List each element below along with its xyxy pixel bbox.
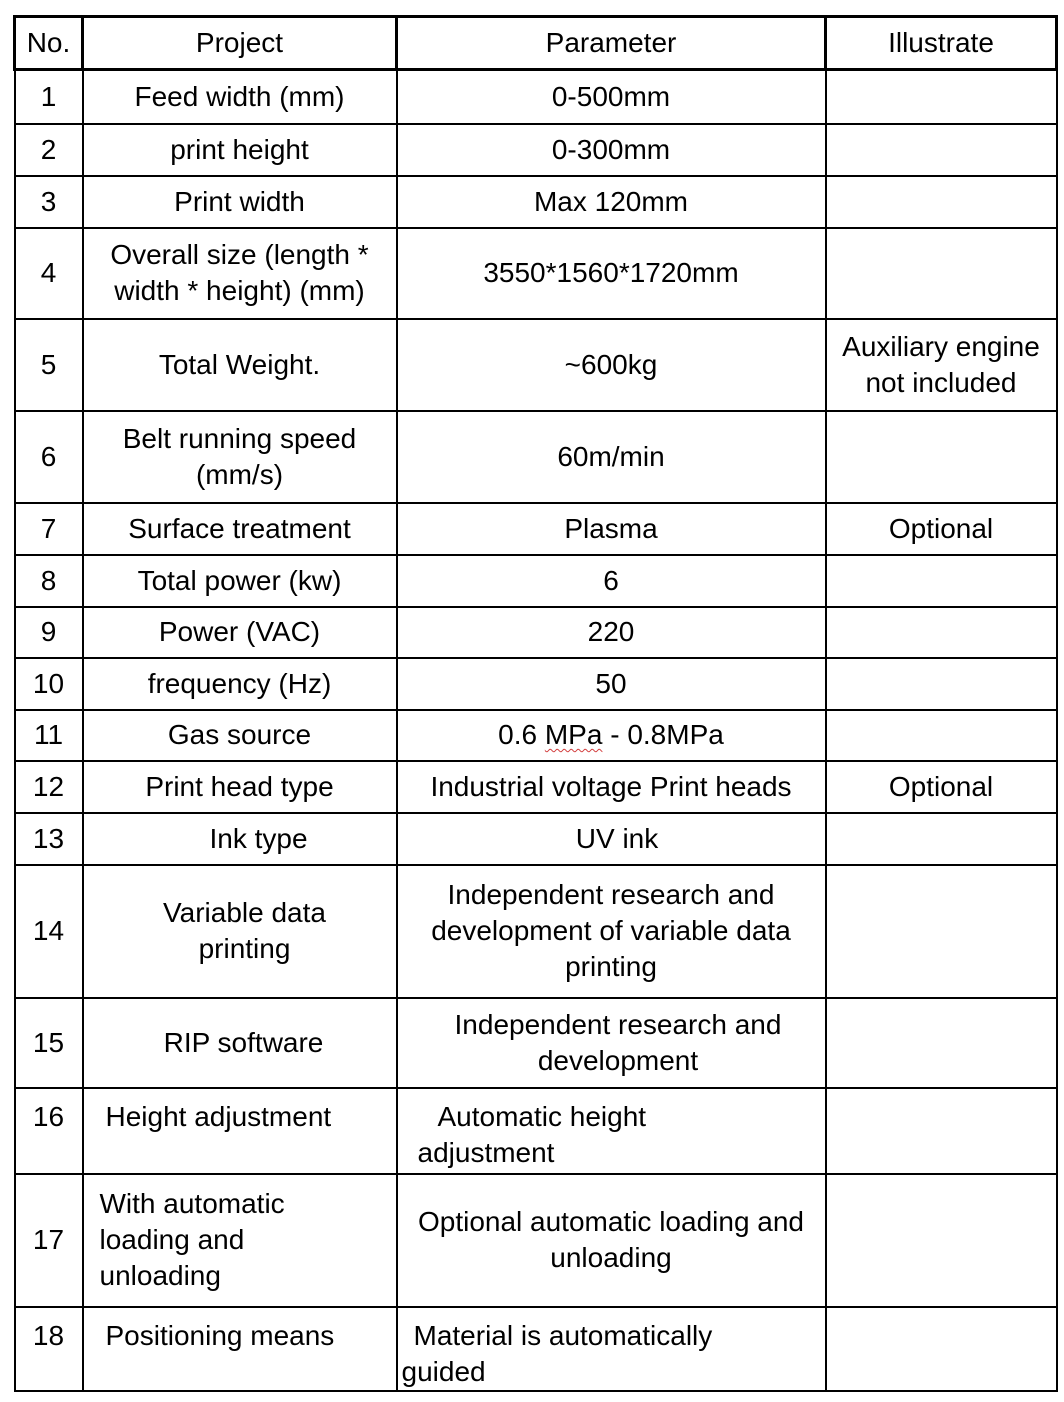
header-no: No. bbox=[15, 17, 83, 70]
row-no: 12 bbox=[15, 761, 83, 813]
header-parameter: Parameter bbox=[397, 17, 826, 70]
row-no: 16 bbox=[15, 1088, 83, 1174]
header-illustrate: Illustrate bbox=[826, 17, 1057, 70]
row-illustrate: Auxiliary engine not included bbox=[826, 319, 1057, 411]
row-illustrate bbox=[826, 555, 1057, 607]
row-parameter: 0-500mm bbox=[397, 70, 826, 124]
row-illustrate bbox=[826, 658, 1057, 710]
row-no: 3 bbox=[15, 176, 83, 228]
row-project: Positioning means bbox=[83, 1307, 397, 1391]
row-illustrate bbox=[826, 865, 1057, 998]
table-row bbox=[15, 761, 1057, 813]
row-no: 7 bbox=[15, 503, 83, 555]
table-row bbox=[15, 710, 1057, 761]
row-parameter: Independent research and development of variable data printing bbox=[397, 865, 826, 998]
row-parameter: 50 bbox=[397, 658, 826, 710]
row-parameter: Material is automatically guided bbox=[397, 1307, 826, 1391]
header-row bbox=[15, 17, 1057, 70]
table-row bbox=[15, 1174, 1057, 1307]
row-parameter: 60m/min bbox=[397, 411, 826, 503]
row-project: Surface treatment bbox=[83, 503, 397, 555]
row-parameter: Independent research and development bbox=[397, 998, 826, 1088]
row-project: Overall size (length * width * height) (mm) bbox=[83, 228, 397, 319]
row-parameter: UV ink bbox=[397, 813, 826, 865]
row-project: Print width bbox=[83, 176, 397, 228]
row-project: print height bbox=[83, 124, 397, 176]
row-no: 14 bbox=[15, 865, 83, 998]
table-row bbox=[15, 658, 1057, 710]
table-row bbox=[15, 998, 1057, 1088]
row-project: frequency (Hz) bbox=[83, 658, 397, 710]
row-no: 2 bbox=[15, 124, 83, 176]
row-no: 9 bbox=[15, 607, 83, 658]
row-project: Variable data printing bbox=[83, 865, 397, 998]
row-illustrate bbox=[826, 176, 1057, 228]
row-parameter: 220 bbox=[397, 607, 826, 658]
row-project: Gas source bbox=[83, 710, 397, 761]
row-project: Total Weight. bbox=[83, 319, 397, 411]
row-illustrate bbox=[826, 607, 1057, 658]
table-row bbox=[15, 1307, 1057, 1391]
row-no: 11 bbox=[15, 710, 83, 761]
spellcheck-underlined-word: MPa bbox=[544, 719, 603, 750]
table-body bbox=[15, 70, 1057, 1391]
row-illustrate: Optional bbox=[826, 761, 1057, 813]
row-project: Power (VAC) bbox=[83, 607, 397, 658]
row-illustrate bbox=[826, 998, 1057, 1088]
row-parameter: 0-300mm bbox=[397, 124, 826, 176]
table-row bbox=[15, 607, 1057, 658]
row-parameter: ~600kg bbox=[397, 319, 826, 411]
row-illustrate bbox=[826, 1088, 1057, 1174]
row-no: 18 bbox=[15, 1307, 83, 1391]
row-illustrate bbox=[826, 813, 1057, 865]
row-no: 1 bbox=[15, 70, 83, 124]
table-header bbox=[15, 17, 1057, 70]
row-illustrate bbox=[826, 124, 1057, 176]
row-no: 13 bbox=[15, 813, 83, 865]
row-project: RIP software bbox=[83, 998, 397, 1088]
row-parameter: Plasma bbox=[397, 503, 826, 555]
table-row bbox=[15, 319, 1057, 411]
row-project: Print head type bbox=[83, 761, 397, 813]
row-illustrate bbox=[826, 1307, 1057, 1391]
row-no: 8 bbox=[15, 555, 83, 607]
row-illustrate bbox=[826, 228, 1057, 319]
row-no: 5 bbox=[15, 319, 83, 411]
row-no: 17 bbox=[15, 1174, 83, 1307]
row-parameter: 6 bbox=[397, 555, 826, 607]
row-illustrate bbox=[826, 70, 1057, 124]
row-no: 10 bbox=[15, 658, 83, 710]
row-project: With automatic loading and unloading bbox=[83, 1174, 397, 1307]
row-project: Total power (kw) bbox=[83, 555, 397, 607]
table-row bbox=[15, 124, 1057, 176]
row-parameter: 3550*1560*1720mm bbox=[397, 228, 826, 319]
row-illustrate: Optional bbox=[826, 503, 1057, 555]
param-text: 0.6 bbox=[498, 719, 545, 750]
spec-table bbox=[13, 15, 1058, 1392]
row-parameter: Industrial voltage Print heads bbox=[397, 761, 826, 813]
row-project: Belt running speed (mm/s) bbox=[83, 411, 397, 503]
table-row bbox=[15, 1088, 1057, 1174]
row-parameter bbox=[397, 710, 826, 761]
row-illustrate bbox=[826, 1174, 1057, 1307]
row-parameter: Automatic height adjustment bbox=[397, 1088, 826, 1174]
table-row bbox=[15, 411, 1057, 503]
row-project: Feed width (mm) bbox=[83, 70, 397, 124]
row-parameter: Max 120mm bbox=[397, 176, 826, 228]
row-no: 15 bbox=[15, 998, 83, 1088]
table-row bbox=[15, 228, 1057, 319]
param-text: - 0.8MPa bbox=[602, 719, 724, 750]
table-row bbox=[15, 865, 1057, 998]
row-project: Height adjustment bbox=[83, 1088, 397, 1174]
row-no: 6 bbox=[15, 411, 83, 503]
row-illustrate bbox=[826, 411, 1057, 503]
table-row bbox=[15, 70, 1057, 124]
row-illustrate bbox=[826, 710, 1057, 761]
table-row bbox=[15, 176, 1057, 228]
table-row bbox=[15, 813, 1057, 865]
table-row bbox=[15, 503, 1057, 555]
table-row bbox=[15, 555, 1057, 607]
row-project: Ink type bbox=[83, 813, 397, 865]
row-parameter: Optional automatic loading and unloading bbox=[397, 1174, 826, 1307]
header-project: Project bbox=[83, 17, 397, 70]
row-no: 4 bbox=[15, 228, 83, 319]
